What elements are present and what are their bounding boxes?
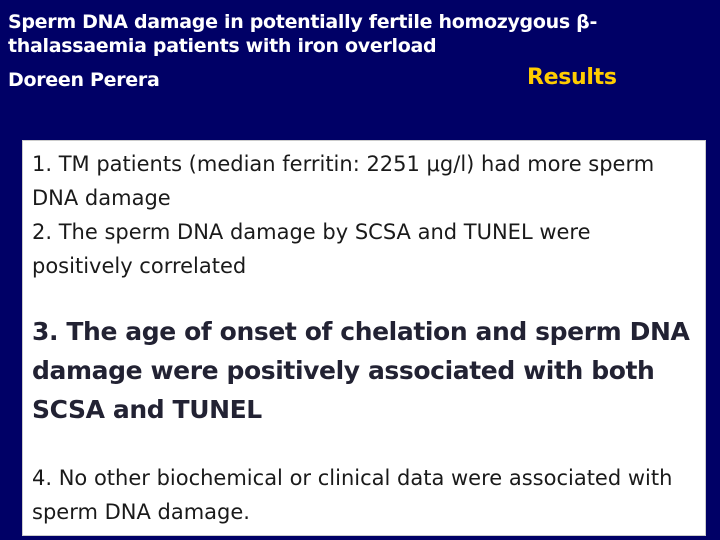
result-point-3: 3. The age of onset of chelation and sperm DNA damage were positively associated with both SCSA and TUNEL xyxy=(32,317,690,424)
result-point-1: 1. TM patients (median ferritin: 2251 μg/l) had more sperm DNA damage xyxy=(32,152,655,210)
results-panel xyxy=(22,140,706,536)
result-point-4: 4. No other biochemical or clinical data were associated with sperm DNA damage. xyxy=(32,466,673,524)
slide-title-line-2: thalassaemia patients with iron overload xyxy=(8,35,437,57)
section-label: Results xyxy=(527,65,617,90)
result-point-2: 2. The sperm DNA damage by SCSA and TUNEL were positively correlated xyxy=(32,220,591,278)
slide-header xyxy=(0,0,720,128)
author-name: Doreen Perera xyxy=(8,69,160,91)
slide-title-line-1: Sperm DNA damage in potentially fertile homozygous β- xyxy=(8,11,598,33)
